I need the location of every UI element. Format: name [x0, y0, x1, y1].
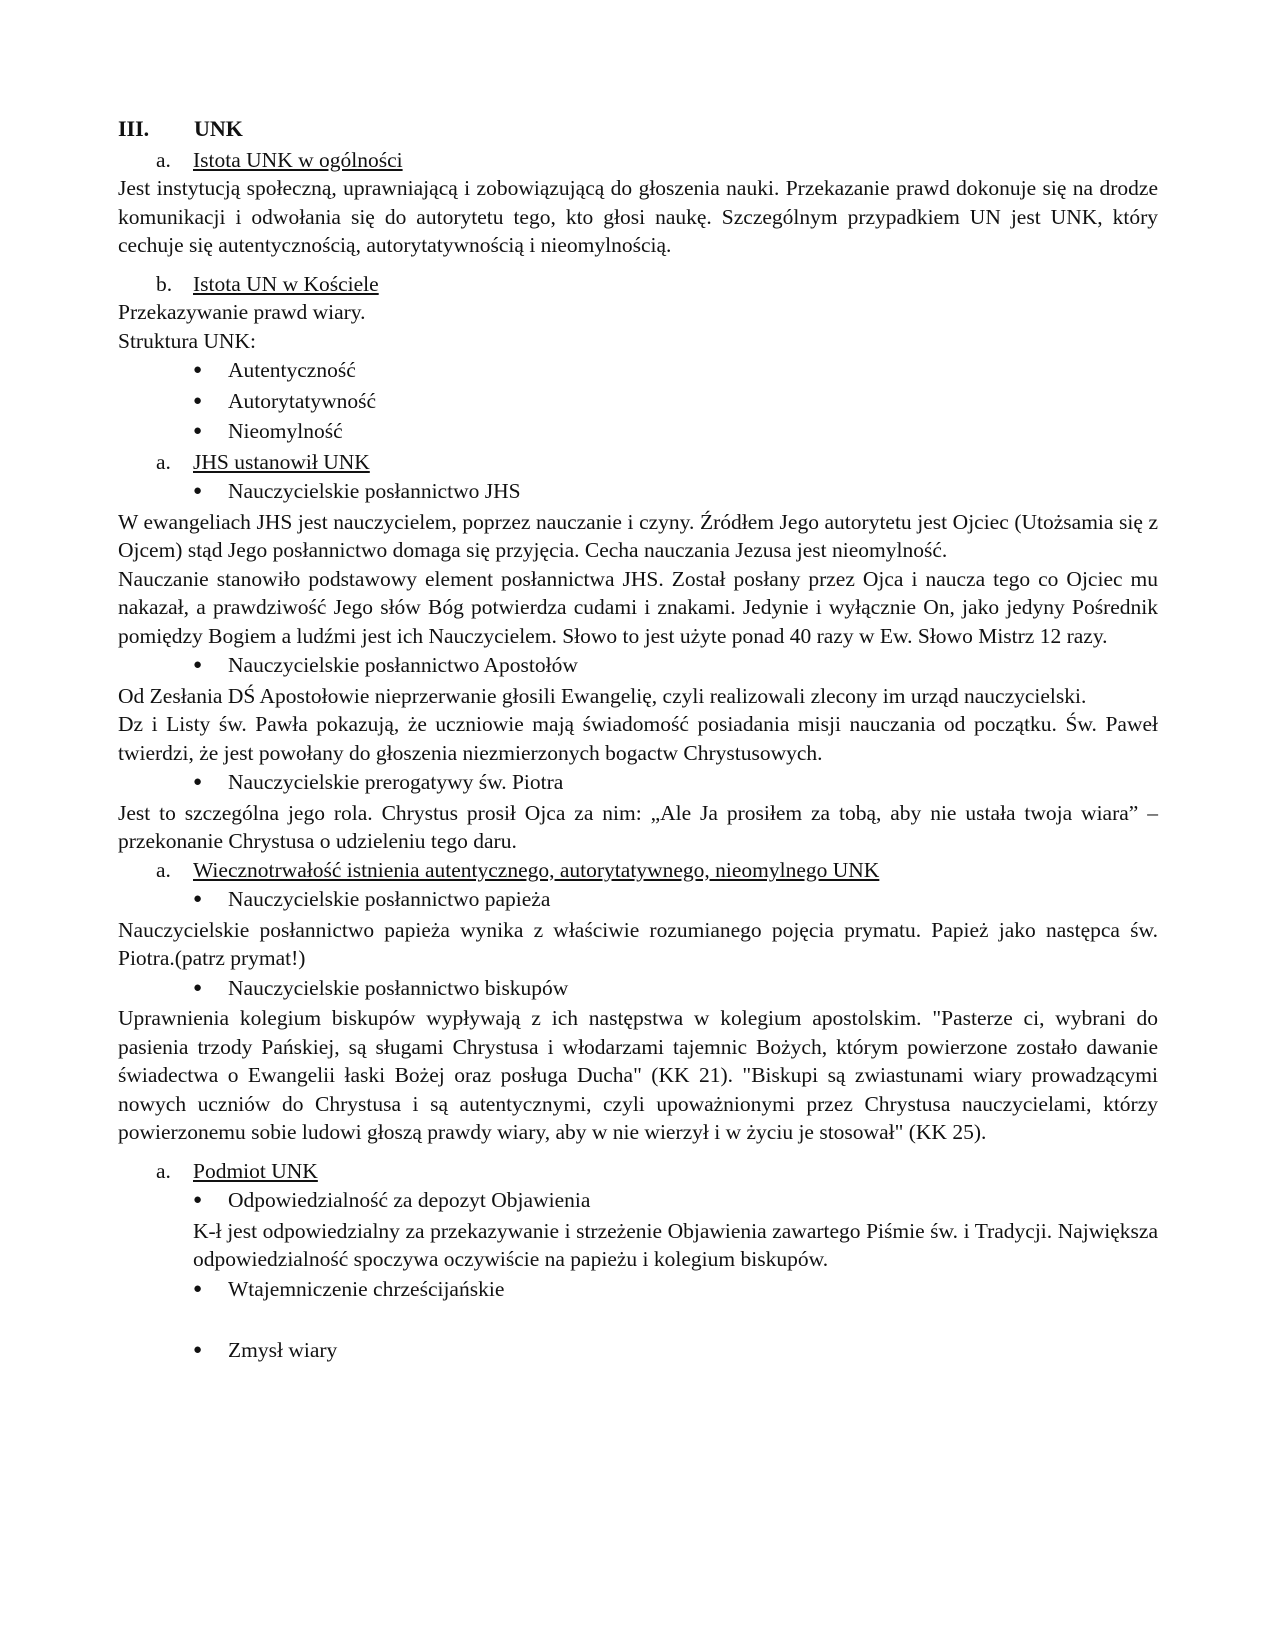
subheading-title: Podmiot UNK — [193, 1158, 318, 1183]
subheading-letter: a. — [156, 857, 171, 882]
list-item — [118, 387, 1158, 416]
paragraph: Nauczycielskie posłannictwo papieża wynika z właściwie rozumianego pojęcia prymatu. Papież jako następca św. Piotra.(patrz prymat!) — [118, 917, 1158, 970]
list-item — [118, 974, 1158, 1003]
list-item-label: Nauczycielskie posłannictwo JHS — [228, 479, 521, 503]
subheading-letter: a. — [156, 449, 171, 474]
list-item — [118, 885, 1158, 914]
list-item-label: Nauczycielskie posłannictwo biskupów — [228, 975, 569, 1000]
bullet-icon: ● — [193, 891, 203, 907]
list-item-label: Autentyczność — [228, 358, 356, 382]
subheading-a3 — [118, 856, 1158, 885]
bullet-icon: ● — [193, 979, 203, 996]
section-heading — [118, 115, 1158, 144]
list-item-label: Nieomylność — [228, 419, 343, 443]
list-item-label: Nauczycielskie posłannictwo papieża — [228, 887, 551, 911]
list-item-label: Autorytatywność — [228, 388, 377, 413]
bullet-icon: ● — [193, 657, 203, 673]
subheading-title: Wiecznotrwałość istnienia autentycznego, autorytatywnego, nieomylnego UNK — [193, 857, 880, 882]
bullet-icon: ● — [193, 1342, 203, 1358]
subheading-letter: a. — [156, 147, 171, 172]
bullet-icon: ● — [193, 392, 203, 409]
subheading-title: Istota UNK w ogólności — [193, 147, 403, 172]
bullet-icon: ● — [193, 362, 203, 378]
subheading-a4 — [118, 1157, 1158, 1186]
list-item — [118, 1186, 1158, 1215]
paragraph: Dz i Listy św. Pawła pokazują, że uczniowie mają świadomość posiadania misji nauczania od początku. Św. Paweł twierdzi, że jest powołany do głoszenia niezmierzonych bogactw Chrystusowych. — [118, 712, 1158, 765]
document-page — [118, 115, 1158, 1367]
subheading-title: Istota UN w Kościele — [193, 271, 379, 296]
list-item-label: Zmysł wiary — [228, 1338, 338, 1362]
list-item-label: Wtajemniczenie chrześcijańskie — [228, 1276, 505, 1301]
paragraph: Przekazywanie prawd wiary. — [118, 300, 366, 324]
section-number: III. — [118, 116, 150, 141]
list-item-label: Nauczycielskie prerogatywy św. Piotra — [228, 770, 564, 794]
subheading-b — [118, 270, 1158, 299]
list-item — [118, 1336, 1158, 1365]
paragraph: Struktura UNK: — [118, 328, 256, 353]
bullet-icon: ● — [193, 1280, 203, 1297]
list-item — [118, 477, 1158, 506]
subheading-letter: b. — [156, 271, 173, 296]
list-item-label: Odpowiedzialność za depozyt Objawienia — [228, 1188, 591, 1212]
list-item — [118, 417, 1158, 446]
subheading-title: JHS ustanowił UNK — [193, 449, 370, 474]
list-item — [118, 1275, 1158, 1304]
paragraph: Jest instytucją społeczną, uprawniającą i zobowiązującą do głoszenia nauki. Przekazanie prawd dokonuje się na drodze komunikacji i odwołania się do autorytetu tego, kto głosi naukę. Szczególnym przypadkiem UN jest UNK, który cechuje się autentycznością, autorytatywnością i nieomylnością. — [118, 176, 1158, 257]
list-item — [118, 651, 1158, 680]
paragraph: Od Zesłania DŚ Apostołowie nieprzerwanie głosili Ewangelię, czyli realizowali zlecony im urząd nauczycielski. — [118, 683, 1087, 708]
bullet-icon: ● — [193, 1192, 203, 1208]
paragraph: Uprawnienia kolegium biskupów wypływają z ich następstwa w kolegium apostolskim. "Pasterze ci, wybrani do pasienia trzody Pańskiej, są sługami Chrystusa i włodarzami tajemnic Bożych, którym powierzone zostało dawanie świadectwa o Ewangelii łaski Bożej oraz posługa Ducha" (KK 21). "Biskupi są zwiastunami wiary prowadzącymi nowych uczniów do Chrystusa i są autentycznymi, czyli upoważnionymi przez Chrystusa nauczycielami, którzy powierzonemu sobie ludowi głoszą prawdy wiary, aby w nie wierzył i w życiu je stosował" (KK 25). — [118, 1006, 1158, 1144]
subheading-letter: a. — [156, 1158, 171, 1183]
paragraph: Jest to szczególna jego rola. Chrystus prosił Ojca za nim: „Ale Ja prosiłem za tobą, aby nie ustała twoja wiara” – przekonanie Chrystusa o udzieleniu tego daru. — [118, 800, 1158, 853]
subheading-a2 — [118, 448, 1158, 477]
section-title: UNK — [194, 116, 243, 141]
bullet-icon: ● — [193, 774, 203, 790]
bullet-icon: ● — [193, 423, 203, 439]
subheading-a1 — [118, 146, 1158, 175]
list-item — [118, 768, 1158, 797]
paragraph: Nauczanie stanowiło podstawowy element posłannictwa JHS. Został posłany przez Ojca i naucza tego co Ojciec mu nakazał, a prawdziwość Jego słów Bóg potwierdza cudami i znakami. Jedynie i wyłącznie On, jako jedyny Pośrednik pomiędzy Bogiem a ludźmi jest ich Nauczycielem. Słowo to jest użyte ponad 40 razy w Ew. Słowo Mistrz 12 razy. — [118, 566, 1158, 648]
list-item-label: Nauczycielskie posłannictwo Apostołów — [228, 653, 578, 677]
paragraph: K-ł jest odpowiedzialny za przekazywanie i strzeżenie Objawienia zawartego Piśmie św. i Tradycji. Największa odpowiedzialność spoczywa oczywiście na papieżu i kolegium biskupów. — [193, 1218, 1158, 1271]
list-item — [118, 356, 1158, 385]
bullet-icon: ● — [193, 483, 203, 499]
paragraph: W ewangeliach JHS jest nauczycielem, poprzez nauczanie i czyny. Źródłem Jego autorytetu jest Ojciec (Utożsamia się z Ojcem) stąd Jego posłannictwo domaga się przyjęcia. Cecha nauczania Jezusa jest nieomylność. — [118, 509, 1158, 562]
